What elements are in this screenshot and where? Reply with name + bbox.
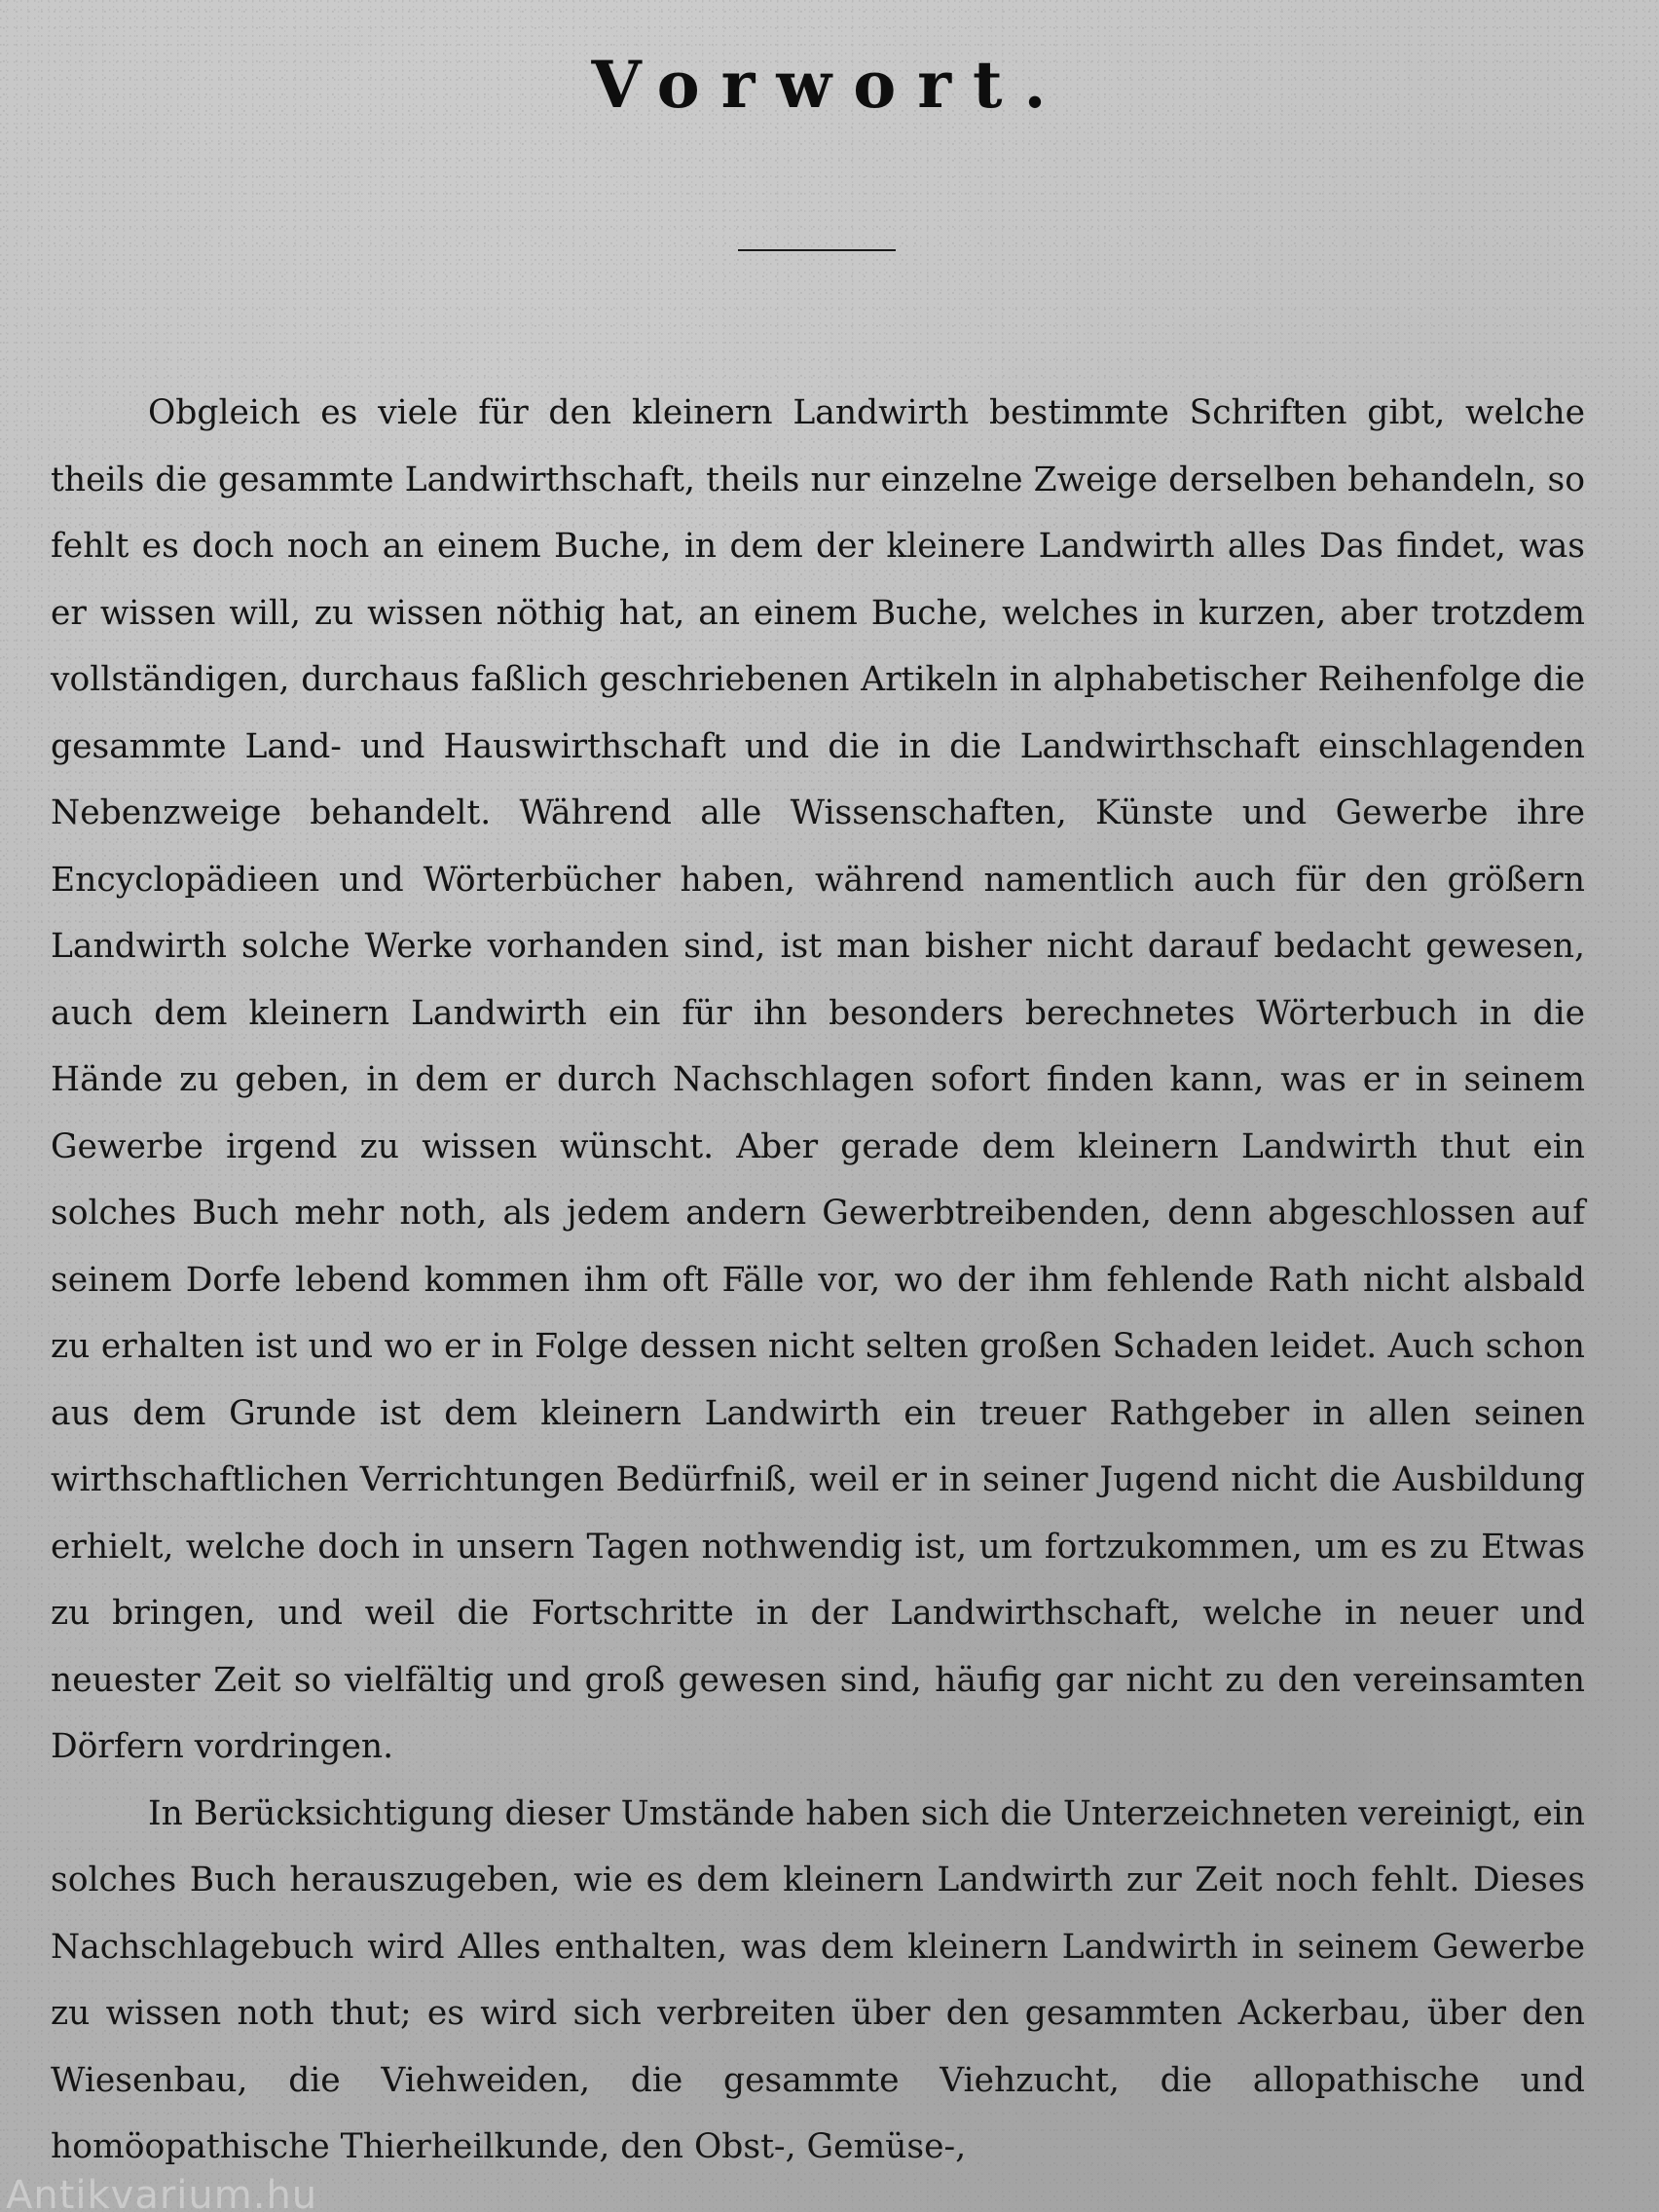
paragraph-2: In Berücksichtigung dieser Umstände haben sich die Unterzeichneten vereinigt, ein solches Buch herauszugeben, wie es dem kleinern Landwirth zur Zeit noch fehlt. Dieses Nachschlagebuch wird Alles enthalten, was dem kleinern Landwirth in seinem Gewerbe zu wissen noth thut; es wird sich verbreiten über den gesammten Ackerbau, über den Wiesenbau, die Viehweiden, die gesammte Viehzucht, die allopathische und homöopathische Thierheilkunde, den Obst-, Gemüse-, (51, 1793, 1585, 2166)
page-heading: Vorwort. (591, 47, 1068, 123)
body-text (51, 380, 1585, 2181)
watermark: Antikvarium.hu (6, 2173, 318, 2212)
paragraph-1: Obgleich es viele für den kleinern Landwirth bestimmte Schriften gibt, welche theils die gesammte Landwirthschaft, theils nur einzelne Zweige derselben behandeln, so fehlt es doch noch an einem Buche, in dem der kleinere Landwirth alles Das findet, was er wissen will, zu wissen nöthig hat, an einem Buche, welches in kurzen, aber trotzdem vollständigen, durchaus faßlich geschriebenen Artikeln in alphabetischer Reihenfolge die gesammte Land- und Hauswirthschaft und die in die Landwirthschaft einschlagenden Nebenzweige behandelt. Während alle Wissenschaften, Künste und Gewerbe ihre Encyclopädieen und Wörterbücher haben, während namentlich auch für den größern Landwirth solche Werke vorhanden sind, ist man bisher nicht darauf bedacht gewesen, auch dem kleinern Landwirth ein für ihn besonders berechnetes Wörterbuch in die Hände zu geben, in dem er durch Nachschlagen sofort finden kann, was er in seinem Gewerbe irgend zu wissen wünscht. Aber gerade dem kleinern Landwirth thut ein solches Buch mehr noth, als jedem andern Gewerbtreibenden, denn abgeschlossen auf seinem Dorfe lebend kommen ihm oft Fälle vor, wo der ihm fehlende Rath nicht alsbald zu erhalten ist und wo er in Folge dessen nicht selten großen Schaden leidet. Auch schon aus dem Grunde ist dem kleinern Landwirth ein treuer Rathgeber in allen seinen wirthschaftlichen Verrichtungen Bedürfniß, weil er in seiner Jugend nicht die Ausbildung erhielt, welche doch in unsern Tagen nothwendig ist, um fortzukommen, um es zu Etwas zu bringen, und weil die Fortschritte in der Landwirthschaft, welche in neuer und neuester Zeit so vielfältig und groß gewesen sind, häufig gar nicht zu den vereinsamten Dörfern vordringen. (51, 393, 1585, 1766)
heading-divider (738, 249, 896, 251)
